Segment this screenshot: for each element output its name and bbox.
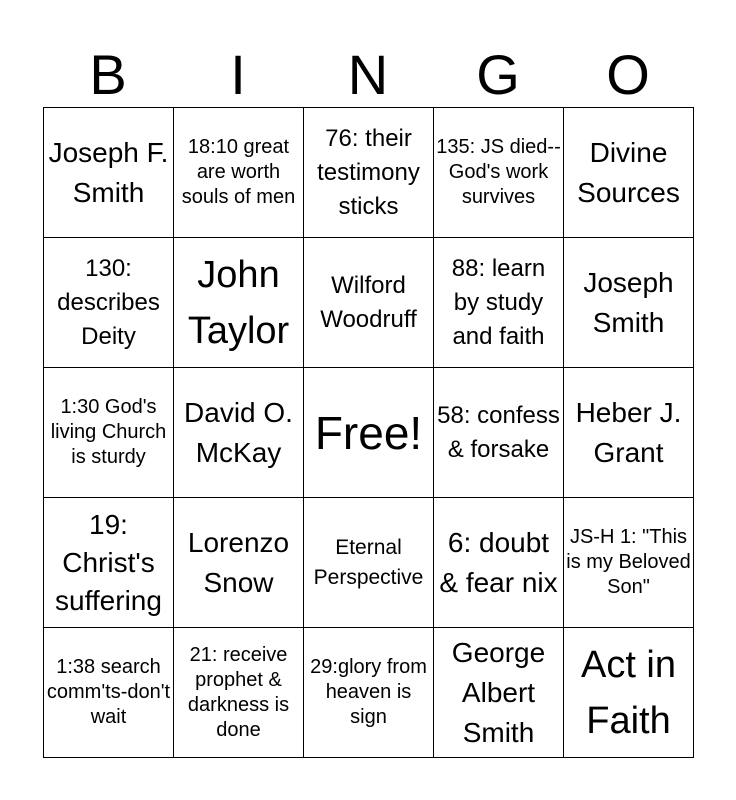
cell-text: 21: receive prophet & darkness is done <box>187 643 290 741</box>
bingo-cell[interactable] <box>434 628 564 758</box>
header-letter-o: O <box>606 43 650 106</box>
cell-text: 18:10 great are worth souls of men <box>181 136 296 208</box>
cell-text: George Albert Smith <box>451 636 546 748</box>
cell-text: 6: doubt & fear nix <box>439 526 558 598</box>
bingo-cell[interactable] <box>44 108 174 238</box>
cell-text: 135: JS died--God's work survives <box>436 136 561 208</box>
bingo-cell[interactable] <box>564 498 694 628</box>
cell-text: JS-H 1: "This is my Beloved Son" <box>566 526 691 598</box>
bingo-cell[interactable] <box>44 498 174 628</box>
header-letter-b: B <box>89 43 127 106</box>
cell-text: Heber J. Grant <box>575 396 682 468</box>
bingo-cell[interactable] <box>174 108 304 238</box>
header-letter-g: G <box>476 43 520 106</box>
bingo-cell[interactable] <box>434 368 564 498</box>
cell-text: 1:38 search comm'ts-don't wait <box>46 656 171 728</box>
bingo-cell[interactable] <box>174 498 304 628</box>
bingo-cell[interactable] <box>304 498 434 628</box>
board-row-2 <box>44 238 694 368</box>
header-letter-n: N <box>347 43 389 106</box>
bingo-cell[interactable] <box>304 238 434 368</box>
cell-text: Act in Faith <box>580 643 677 742</box>
cell-text: David O. McKay <box>184 396 293 468</box>
bingo-cell[interactable] <box>434 108 564 238</box>
bingo-cell[interactable] <box>44 368 174 498</box>
cell-text: 19: Christ's suffering <box>55 508 162 616</box>
cell-text: 58: confess & forsake <box>437 401 560 463</box>
cell-text: 1:30 God's living Church is sturdy <box>50 396 167 468</box>
bingo-cell[interactable] <box>174 368 304 498</box>
cell-text: 76: their testimony sticks <box>317 124 420 220</box>
cell-text: John Taylor <box>187 253 290 352</box>
bingo-header <box>43 44 693 106</box>
header-letter-i: I <box>230 43 246 106</box>
board-row-4 <box>44 498 694 628</box>
cell-text: Joseph Smith <box>583 266 674 338</box>
bingo-cell[interactable] <box>44 238 174 368</box>
bingo-cell[interactable] <box>44 628 174 758</box>
cell-text: 29:glory from heaven is sign <box>310 656 427 728</box>
bingo-cell[interactable] <box>564 368 694 498</box>
bingo-board <box>43 107 694 758</box>
free-space-text: Free! <box>314 406 423 459</box>
cell-text: Wilford Woodruff <box>320 271 417 333</box>
cell-text: 88: learn by study and faith <box>451 254 546 350</box>
board-row-5 <box>44 628 694 758</box>
board-row-3 <box>44 368 694 498</box>
cell-text: Lorenzo Snow <box>187 526 290 598</box>
bingo-cell[interactable] <box>564 238 694 368</box>
cell-text: Divine Sources <box>577 136 680 208</box>
bingo-cell[interactable] <box>434 498 564 628</box>
bingo-cell[interactable] <box>434 238 564 368</box>
bingo-cell[interactable] <box>174 628 304 758</box>
bingo-cell[interactable] <box>304 628 434 758</box>
bingo-cell[interactable] <box>564 628 694 758</box>
cell-text: Joseph F. Smith <box>48 136 169 208</box>
bingo-cell[interactable] <box>304 108 434 238</box>
bingo-cell[interactable] <box>564 108 694 238</box>
cell-text: Eternal Perspective <box>313 535 424 589</box>
board-row-1 <box>44 108 694 238</box>
bingo-cell[interactable] <box>174 238 304 368</box>
cell-text: 130: describes Deity <box>57 254 160 350</box>
free-space-cell[interactable] <box>304 368 434 498</box>
